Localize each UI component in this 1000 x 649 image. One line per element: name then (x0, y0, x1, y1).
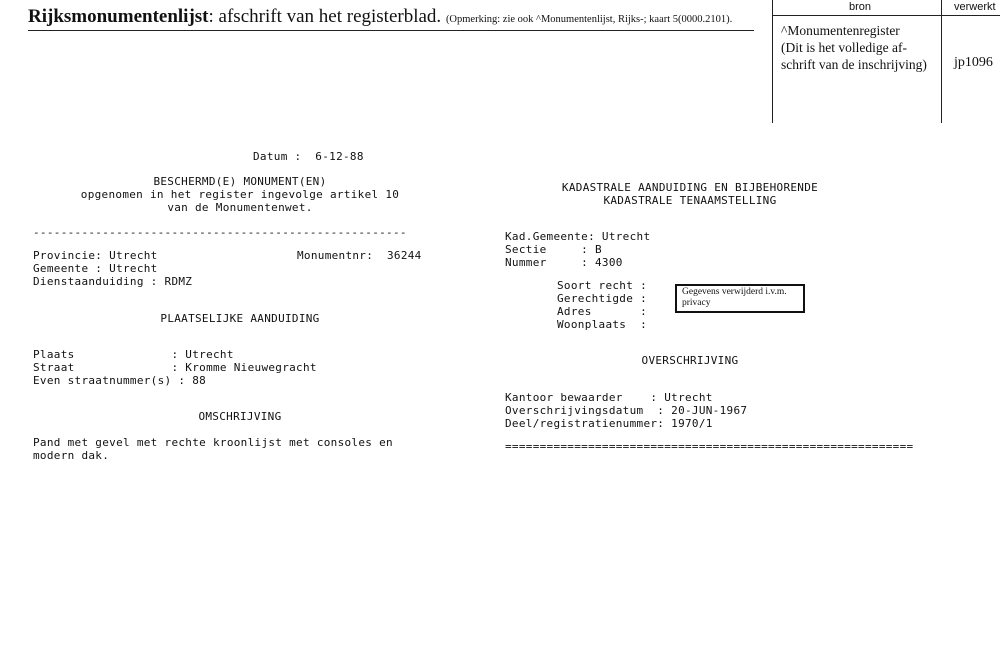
overschrijvingsdatum: Overschrijvingsdatum : 20-JUN-1967 (505, 404, 748, 417)
verwerkt-value: jp1096 (954, 55, 993, 70)
section-omschrijving: OMSCHRIJVING (198, 410, 282, 423)
left-divider: ------------------------------------------------------ (33, 226, 407, 239)
heading-tenaamstelling: KADASTRALE TENAAMSTELLING (603, 194, 777, 207)
title-rest: : afschrift van het registerblad. (208, 6, 442, 27)
privacy-redaction-box: Gegevens verwijderd i.v.m. privacy (675, 284, 805, 313)
omschrijving-line: Pand met gevel met rechte kroonlijst met consoles en (33, 436, 393, 449)
table-header-rule (772, 15, 1000, 16)
document-title (28, 6, 732, 28)
monumentnr: Monumentnr: 36244 (297, 249, 422, 262)
section-overschrijving: OVERSCHRIJVING (641, 354, 739, 367)
bron-line: (Dit is het volledige af- (781, 40, 907, 55)
bron-line: schrift van de inschrijving) (781, 57, 927, 72)
straatnummer-line: Even straatnummer(s) : 88 (33, 374, 207, 387)
woonplaats: Woonplaats : (557, 318, 647, 331)
plaats-line: Plaats : Utrecht (33, 348, 234, 361)
bron-line: ^Monumentenregister (781, 23, 900, 38)
omschrijving-line: modern dak. (33, 449, 110, 462)
sectie: Sectie : B (505, 243, 602, 256)
adres: Adres : (557, 305, 647, 318)
heading-monumentenwet: van de Monumentenwet. (167, 201, 313, 214)
gerechtigde: Gerechtigde : (557, 292, 647, 305)
soort-recht: Soort recht : (557, 279, 647, 292)
provincie: Provincie: Utrecht (33, 249, 158, 262)
straat-line: Straat : Kromme Nieuwegracht (33, 361, 317, 374)
heading-opgenomen: opgenomen in het register ingevolge artikel 10 (80, 188, 400, 201)
header-rule (28, 30, 754, 31)
bron-column-label: bron (848, 1, 872, 13)
nummer: Nummer : 4300 (505, 256, 623, 269)
datum: Datum : 6-12-88 (253, 150, 364, 163)
bron-text (781, 22, 946, 73)
right-divider: =========================================================== (505, 440, 914, 453)
title-note: (Opmerking: zie ook ^Monumentenlijst, Rijks-; kaart 5(0000.2101). (445, 14, 733, 25)
heading-beschermd: BESCHERMD(E) MONUMENT(EN) (153, 175, 327, 188)
heading-kadastrale: KADASTRALE AANDUIDING EN BIJBEHORENDE (561, 181, 819, 194)
verwerkt-column-label: verwerkt (954, 1, 996, 13)
kad-gemeente: Kad.Gemeente: Utrecht (505, 230, 651, 243)
kantoor-bewaarder: Kantoor bewaarder : Utrecht (505, 391, 713, 404)
section-plaatselijke-aanduiding: PLAATSELIJKE AANDUIDING (160, 312, 320, 325)
table-left-border (772, 0, 773, 123)
registratienummer: Deel/registratienummer: 1970/1 (505, 417, 713, 430)
gemeente: Gemeente : Utrecht (33, 262, 158, 275)
title-bold: Rijksmonumentenlijst (28, 6, 209, 27)
dienstaanduiding: Dienstaanduiding : RDMZ (33, 275, 193, 288)
